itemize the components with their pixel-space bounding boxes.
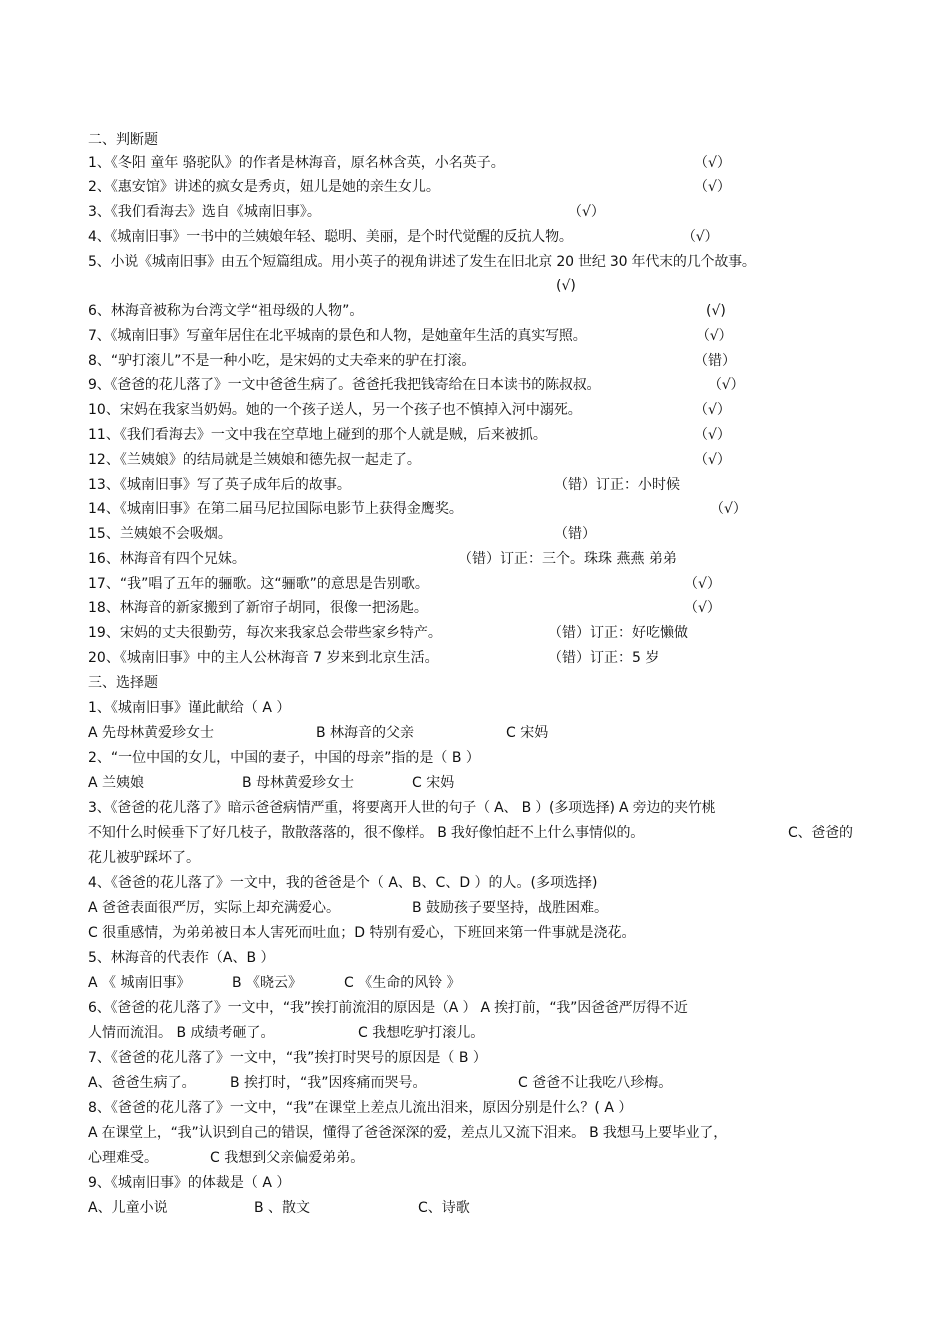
choice-question-8 xyxy=(88,1096,890,1120)
option-c: C 爸爸不让我吃八珍梅。 xyxy=(518,1075,673,1091)
choice-question-3-line2 xyxy=(88,821,890,845)
judgment-item-17 xyxy=(88,572,890,596)
item-mark: （√） xyxy=(708,377,745,393)
option-c: C 宋妈 xyxy=(506,725,549,741)
item-text: 1、《冬阳 童年 骆驼队》的作者是林海音，原名林含英，小名英子。 xyxy=(88,155,505,171)
judgment-item-4 xyxy=(88,225,890,249)
question-text: 不知什么时候垂下了好几枝子，散散落落的，很不像样。 B 我好像怕赶不上什么事情似的。 xyxy=(88,825,645,841)
choice-question-6-line1 xyxy=(88,996,890,1020)
option-c: C、爸爸的 xyxy=(788,825,853,841)
item-mark: （√） xyxy=(696,328,733,344)
choice-options-9 xyxy=(88,1196,890,1220)
option-c: C 我想到父亲偏爱弟弟。 xyxy=(210,1150,365,1166)
option-b: B 挨打时，“我”因疼痛而哭号。 xyxy=(230,1075,427,1091)
judgment-item-19 xyxy=(88,621,890,645)
option-a: A 兰姨娘 xyxy=(88,775,145,791)
choice-question-2 xyxy=(88,746,890,770)
option-c: C、诗歌 xyxy=(418,1200,470,1216)
item-text: 18、林海音的新家搬到了新帘子胡同，很像一把汤匙。 xyxy=(88,600,428,616)
option-a: A、爸爸生病了。 xyxy=(88,1075,196,1091)
question-text: 6、《爸爸的花儿落了》一文中，“我”挨打前流泪的原因是（A ） A 挨打前，“我”因爸爸严厉得不近 xyxy=(88,1000,688,1016)
judgment-item-13 xyxy=(88,473,890,497)
option-a: A 先母林黄爱珍女士 xyxy=(88,725,215,741)
item-text: 4、《城南旧事》一书中的兰姨娘年轻、聪明、美丽，是个时代觉醒的反抗人物。 xyxy=(88,229,573,245)
item-mark: （√） xyxy=(710,501,747,517)
item-mark: （√） xyxy=(694,452,731,468)
option-a: A 《 城南旧事》 xyxy=(88,975,191,991)
item-text: 6、林海音被称为台湾文学“祖母级的人物”。 xyxy=(88,303,364,319)
judgment-item-6 xyxy=(88,299,890,323)
option-cd: C 很重感情，为弟弟被日本人害死而吐血；D 特别有爱心，下班回来第一件事就是浇花。 xyxy=(88,925,636,941)
judgment-item-2 xyxy=(88,175,890,199)
judgment-item-11 xyxy=(88,423,890,447)
judgment-item-8 xyxy=(88,349,890,373)
question-text: 花儿被驴踩坏了。 xyxy=(88,850,200,866)
item-text: 16、林海音有四个兄妹。 xyxy=(88,551,246,567)
choice-options-4-line2 xyxy=(88,921,890,945)
question-text: 1、《城南旧事》谨此献给（ A ） xyxy=(88,700,291,716)
question-text: 7、《爸爸的花儿落了》一文中，“我”挨打时哭号的原因是（ B ） xyxy=(88,1050,487,1066)
item-text: 12、《兰姨娘》的结局就是兰姨娘和德先叔一起走了。 xyxy=(88,452,421,468)
item-text: 13、《城南旧事》写了英子成年后的故事。 xyxy=(88,477,351,493)
choice-options-4-line1 xyxy=(88,896,890,920)
item-mark: （错）订正：小时候 xyxy=(554,477,680,493)
choice-question-3-line3 xyxy=(88,846,890,870)
judgment-item-3 xyxy=(88,200,890,224)
item-mark: （√） xyxy=(694,427,731,443)
option-c: C 《生命的风铃 》 xyxy=(344,975,461,991)
judgment-item-12 xyxy=(88,448,890,472)
item-text: 5、小说《城南旧事》由五个短篇组成。用小英子的视角讲述了发生在旧北京 20 世纪 30 年代末的几个故事。 xyxy=(88,254,756,270)
option-text: A 在课堂上，“我”认识到自己的错误，懂得了爸爸深深的爱，差点儿又流下泪来。 B 我想马上要毕业了， xyxy=(88,1125,728,1141)
item-mark: （错）订正：好吃懒做 xyxy=(548,625,688,641)
item-mark: （√） xyxy=(568,204,605,220)
item-text: 17、“我”唱了五年的骊歌。这“骊歌”的意思是告别歌。 xyxy=(88,576,429,592)
item-mark: (√) xyxy=(556,278,576,294)
item-text: 3、《我们看海去》选自《城南旧事》。 xyxy=(88,204,321,220)
choice-options-1 xyxy=(88,721,890,745)
heading-text: 二、判断题 xyxy=(88,132,158,148)
judgment-item-16 xyxy=(88,547,890,571)
choice-question-1 xyxy=(88,696,890,720)
item-mark: （√） xyxy=(682,229,719,245)
choice-options-7 xyxy=(88,1071,890,1095)
question-text: 8、《爸爸的花儿落了》一文中，“我”在课堂上差点儿流出泪来，原因分别是什么？( A ） xyxy=(88,1100,633,1116)
option-b: B 、散文 xyxy=(254,1200,311,1216)
choice-question-3-line1 xyxy=(88,796,890,820)
question-text: 5、林海音的代表作（A、B ） xyxy=(88,950,275,966)
option-b: B 林海音的父亲 xyxy=(316,725,415,741)
item-text: 14、《城南旧事》在第二届马尼拉国际电影节上获得金鹰奖。 xyxy=(88,501,463,517)
choice-options-8-line1 xyxy=(88,1121,890,1145)
judgment-item-10 xyxy=(88,398,890,422)
item-mark: （√） xyxy=(694,155,731,171)
choice-question-9 xyxy=(88,1171,890,1195)
choice-question-4 xyxy=(88,871,890,895)
heading-text: 三、选择题 xyxy=(88,675,158,691)
item-mark: （√） xyxy=(694,402,731,418)
item-mark: （错）订正：5 岁 xyxy=(548,650,660,666)
option-text: 心理难受。 xyxy=(88,1150,158,1166)
item-text: 9、《爸爸的花儿落了》一文中爸爸生病了。爸爸托我把钱寄给在日本读书的陈叔叔。 xyxy=(88,377,601,393)
item-text: 15、兰姨娘不会吸烟。 xyxy=(88,526,232,542)
choice-options-2 xyxy=(88,771,890,795)
item-mark: （错） xyxy=(554,526,596,542)
option-c: C 我想吃驴打滚儿。 xyxy=(358,1025,485,1041)
choice-question-5 xyxy=(88,946,890,970)
question-text: 4、《爸爸的花儿落了》一文中，我的爸爸是个（ A、B、C、D ）的人。(多项选择) xyxy=(88,875,598,891)
item-mark: （√） xyxy=(684,576,721,592)
item-text: 7、《城南旧事》写童年居住在北平城南的景色和人物，是她童年生活的真实写照。 xyxy=(88,328,587,344)
section-heading-choice xyxy=(88,671,890,695)
choice-question-6-line2 xyxy=(88,1021,890,1045)
option-b: B 《晓云》 xyxy=(232,975,303,991)
question-text: 3、《爸爸的花儿落了》暗示爸爸病情严重，将要离开人世的句子（ A、 B ）(多项选择) A 旁边的夹竹桃 xyxy=(88,800,716,816)
item-text: 11、《我们看海去》一文中我在空草地上碰到的那个人就是贼，后来被抓。 xyxy=(88,427,547,443)
item-mark: （√） xyxy=(684,600,721,616)
question-text: 9、《城南旧事》的体裁是（ A ） xyxy=(88,1175,291,1191)
option-c: C 宋妈 xyxy=(412,775,455,791)
item-text: 10、宋妈在我家当奶妈。她的一个孩子送人，另一个孩子也不慎掉入河中溺死。 xyxy=(88,402,582,418)
item-mark: (√) xyxy=(706,303,726,319)
judgment-item-1 xyxy=(88,151,890,175)
judgment-item-18 xyxy=(88,596,890,620)
item-mark: （错）订正：三个。珠珠 燕燕 弟弟 xyxy=(458,551,677,567)
option-b: B 母林黄爱珍女士 xyxy=(242,775,355,791)
option-a: A 爸爸表面很严厉，实际上却充满爱心。 xyxy=(88,900,341,916)
section-heading-judgment xyxy=(88,128,890,152)
item-mark: （√） xyxy=(694,179,731,195)
item-mark: （错） xyxy=(694,353,736,369)
item-text: 2、《惠安馆》讲述的疯女是秀贞，妞儿是她的亲生女儿。 xyxy=(88,179,440,195)
judgment-item-20 xyxy=(88,646,890,670)
item-text: 8、“驴打滚儿”不是一种小吃，是宋妈的丈夫牵来的驴在打滚。 xyxy=(88,353,476,369)
option-text: 人情而流泪。 B 成绩考砸了。 xyxy=(88,1025,275,1041)
item-text: 20、《城南旧事》中的主人公林海音 7 岁来到北京生活。 xyxy=(88,650,439,666)
option-a: A、儿童小说 xyxy=(88,1200,168,1216)
judgment-item-15 xyxy=(88,522,890,546)
judgment-item-5-mark-line xyxy=(88,274,890,298)
judgment-item-9 xyxy=(88,373,890,397)
judgment-item-5 xyxy=(88,250,890,274)
choice-options-8-line2 xyxy=(88,1146,890,1170)
question-text: 2、“一位中国的女儿，中国的妻子，中国的母亲”指的是（ B ） xyxy=(88,750,480,766)
judgment-item-14 xyxy=(88,497,890,521)
item-text: 19、宋妈的丈夫很勤劳，每次来我家总会带些家乡特产。 xyxy=(88,625,442,641)
choice-options-5 xyxy=(88,971,890,995)
option-b: B 鼓励孩子要坚持，战胜困难。 xyxy=(412,900,609,916)
judgment-item-7 xyxy=(88,324,890,348)
choice-question-7 xyxy=(88,1046,890,1070)
